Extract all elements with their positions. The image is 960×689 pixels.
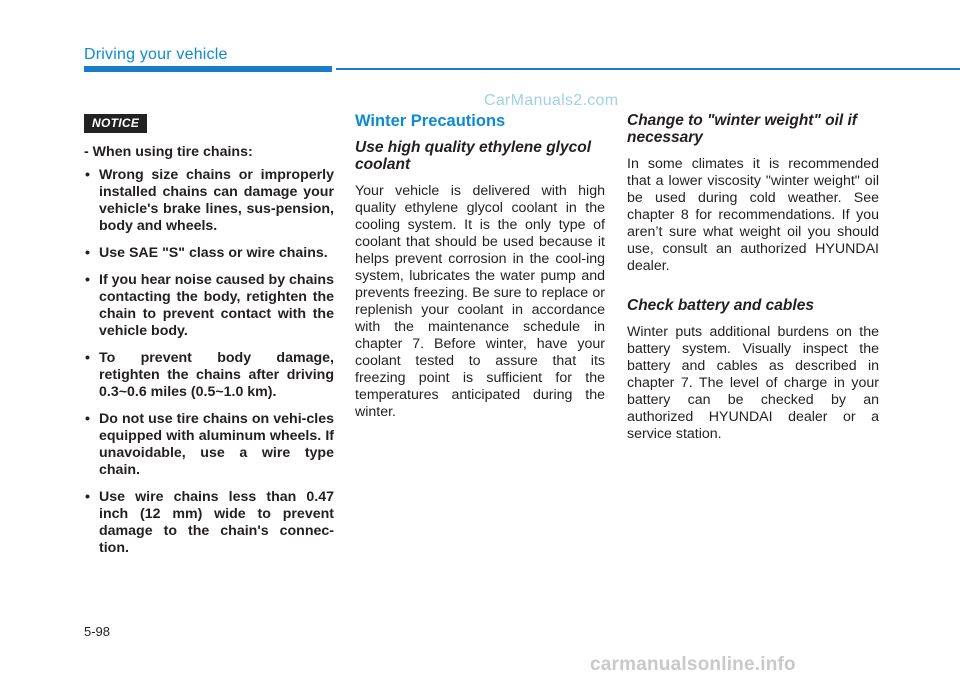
- bullet-icon: •: [85, 489, 90, 505]
- list-item: • Use wire chains less than 0.47 inch (12 mm) wide to prevent damage to the chain's connec-tion.: [85, 489, 334, 556]
- battery-subheading: Check battery and cables: [627, 297, 814, 314]
- header-rule-thick: [84, 66, 332, 72]
- list-item: • Use SAE "S" class or wire chains.: [85, 245, 328, 261]
- chains-lead: - When using tire chains:: [84, 144, 253, 160]
- bullet-icon: •: [85, 245, 90, 261]
- battery-body: Winter puts additional burdens on the battery system. Visually inspect the battery and cables as described in chapter 7. The level of charge in your battery can be checked by an authorized HYUNDAI dealer or a service station.: [627, 324, 879, 442]
- bullet-icon: •: [85, 350, 90, 366]
- list-item: • Wrong size chains or improperly installed chains can damage your vehicle's brake lines, sus-pension, body and wheels.: [85, 167, 334, 234]
- left-column: [84, 144, 334, 567]
- section-title: Driving your vehicle: [84, 46, 228, 63]
- oil-subheading: Change to "winter weight" oil if necessary: [627, 112, 857, 146]
- oil-body: In some climates it is recommended that a lower viscosity "winter weight" oil be used during cold weather. See chapter 8 for recommendations. If you aren’t sure what weight oil you should use, consult an authorized HYUNDAI dealer.: [627, 156, 879, 274]
- list-item: • To prevent body damage, retighten the chains after driving 0.3~0.6 miles (0.5~1.0 km).: [85, 350, 334, 400]
- chains-list: [84, 167, 334, 557]
- winter-precautions-heading: Winter Precautions: [355, 112, 506, 130]
- middle-column: [355, 112, 605, 443]
- coolant-subheading: Use high quality ethylene glycol coolant: [355, 139, 591, 173]
- coolant-body: Your vehicle is delivered with high quality ethylene glycol coolant in the cooling system. It is the only type of coolant that should be used because it helps prevent corrosion in the cool-ing system, lubricates the water pump and prevents freezing. Be sure to replace or replenish your coolant in accordance with the maintenance schedule in chapter 7. Before winter, have your coolant tested to assure that its freezing point is sufficient for the temperatures anticipated during the winter.: [355, 183, 605, 420]
- bullet-icon: •: [85, 167, 90, 183]
- watermark-top: CarManuals2.com: [484, 92, 619, 109]
- list-item: • If you hear noise caused by chains contacting the body, retighten the chain to prevent contact with the vehicle body.: [85, 272, 334, 339]
- list-item: • Do not use tire chains on vehi-cles equipped with aluminum wheels. If unavoidable, use a wire type chain.: [85, 411, 334, 478]
- bullet-icon: •: [85, 272, 90, 288]
- header-rule-thin: [336, 68, 960, 70]
- notice-badge: NOTICE: [84, 114, 147, 133]
- page-number: 5-98: [84, 624, 111, 639]
- bullet-icon: •: [85, 411, 90, 427]
- right-column: [627, 112, 879, 465]
- watermark-bottom: carmanualsonline.info: [590, 654, 796, 675]
